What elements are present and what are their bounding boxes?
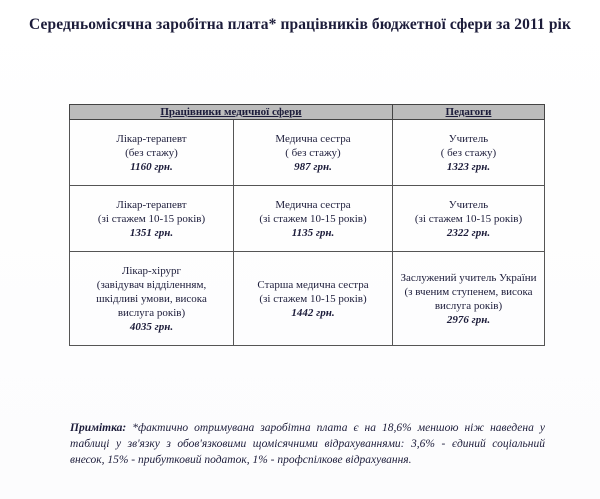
salary-table [69,104,545,346]
header-teachers: Педагоги [393,105,545,120]
salary-amount: 1160 грн. [130,160,173,173]
salary-amount: 4035 грн. [129,320,174,333]
cell-title: Лікар-хірург [121,264,182,277]
header-medical-workers: Працівники медичної сфери [70,105,393,120]
salary-amount: 987 грн. [294,160,332,173]
table-header-row [70,105,545,120]
table-cell [70,252,234,346]
cell-subtitle: (зі стажем 10-15 років) [259,212,367,225]
salary-amount: 1323 грн. [446,160,491,173]
salary-amount: 2976 грн. [446,313,491,326]
table-cell [70,120,234,186]
cell-detail-line: (завідувач відділенням, [96,278,207,291]
cell-subtitle: (зі стажем 10-15 років) [259,292,367,305]
footnote [70,420,545,468]
footnote-text: *фактично отримувана заробітна плата є на 18,6% меншою ніж наведена у таблиці у зв'язку з обов'язковими щомісячними відрахуваннями: 3,6% - єдиний соціальний внесок, 15% - прибутковий податок, 1% - профспілкове відрахування. [70,422,545,466]
cell-title: Заслужений учитель України [400,271,537,284]
table-row [70,120,545,186]
salary-amount: 1442 грн. [291,306,335,319]
table-cell [393,252,545,346]
salary-amount: 1135 грн. [291,226,335,239]
cell-subtitle: (зі стажем 10-15 років) [97,212,206,225]
cell-title: Лікар-терапевт [116,198,187,211]
page-title: Середньомісячна заробітна плата* працівників бюджетної сфери за 2011 рік [29,16,571,33]
cell-detail-line: шкідливі умови, висока [96,292,207,305]
table-cell [234,252,393,346]
table-row [70,186,545,252]
cell-subtitle: ( без стажу) [440,146,497,159]
cell-detail-line: (з вченим ступенем, висока [404,285,533,298]
cell-title: Медична сестра [275,132,351,145]
cell-subtitle: ( без стажу) [285,146,341,159]
table-cell [234,186,393,252]
cell-title: Учитель [448,198,489,211]
cell-title: Лікар-терапевт [116,132,187,145]
table-cell [393,120,545,186]
cell-title: Медична сестра [275,198,351,211]
cell-detail-line: вислуга років) [434,299,503,312]
cell-title: Старша медична сестра [257,278,369,291]
footnote-label: Примітка: [70,422,127,434]
table-row [70,252,545,346]
salary-amount: 1351 грн. [129,226,174,239]
cell-detail-line: вислуга років) [117,306,186,319]
table-cell [234,120,393,186]
table-cell [70,186,234,252]
cell-subtitle: (зі стажем 10-15 років) [414,212,523,225]
table-cell [393,186,545,252]
cell-subtitle: (без стажу) [125,146,178,159]
cell-title: Учитель [448,132,489,145]
salary-amount: 2322 грн. [446,226,491,239]
